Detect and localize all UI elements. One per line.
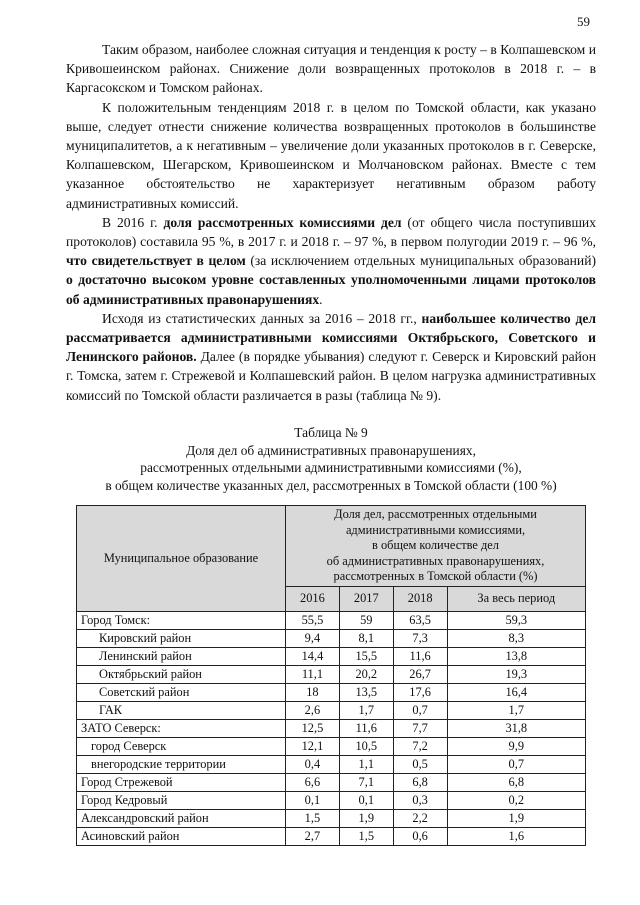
paragraph-3 — [66, 213, 596, 309]
cell-total: 0,7 — [447, 755, 585, 773]
table-row — [77, 683, 586, 701]
table-row — [77, 827, 586, 845]
header-year-2017: 2017 — [339, 586, 393, 611]
cell-2016: 12,5 — [286, 719, 340, 737]
table-row — [77, 809, 586, 827]
cell-2017: 11,6 — [339, 719, 393, 737]
cell-2017: 1,9 — [339, 809, 393, 827]
table-caption — [66, 424, 596, 494]
row-name: Кировский район — [77, 629, 286, 647]
p4-bold-1: наибольшее количество дел рассматривается административными комиссиями Октябрьского, Советского и Ленинского районов. — [66, 310, 596, 365]
row-name: ГАК — [77, 701, 286, 719]
cell-2018: 7,2 — [393, 737, 447, 755]
cell-2017: 13,5 — [339, 683, 393, 701]
cell-total: 6,8 — [447, 773, 585, 791]
paragraph-1: Таким образом, наиболее сложная ситуация и тенденция к росту – в Колпашевском и Кривошеинском районах. Снижение доли возвращенных протоколов в 2018 г. – в Каргасокском и Томском районах. — [66, 42, 596, 96]
cell-2016: 6,6 — [286, 773, 340, 791]
cell-2016: 0,1 — [286, 791, 340, 809]
header-municipality: Муниципальное образование — [77, 506, 286, 612]
cell-2016: 1,5 — [286, 809, 340, 827]
row-name: Советский район — [77, 683, 286, 701]
row-name: Город Кедровый — [77, 791, 286, 809]
row-name: внегородские территории — [77, 755, 286, 773]
header-year-2016: 2016 — [286, 586, 340, 611]
row-name: ЗАТО Северск: — [77, 719, 286, 737]
cell-2017: 7,1 — [339, 773, 393, 791]
cell-2017: 15,5 — [339, 647, 393, 665]
cell-2016: 9,4 — [286, 629, 340, 647]
cell-2018: 11,6 — [393, 647, 447, 665]
table-row — [77, 701, 586, 719]
body-text — [66, 40, 596, 405]
cell-total: 13,8 — [447, 647, 585, 665]
caption-line-2: рассмотренных отдельными административными комиссиями (%), — [140, 460, 522, 475]
header-year-2018: 2018 — [393, 586, 447, 611]
p3-bold-2: что свидетельствует в целом — [66, 253, 246, 269]
cell-2018: 7,7 — [393, 719, 447, 737]
cell-2016: 0,4 — [286, 755, 340, 773]
cell-total: 19,3 — [447, 665, 585, 683]
row-name: Ленинский район — [77, 647, 286, 665]
table-row — [77, 611, 586, 629]
p4-text-1: Исходя из статистических данных за 2016 – 2018 гг., — [102, 310, 422, 326]
header-share-line-4: об административных правонарушениях, — [326, 553, 545, 568]
cell-2017: 20,2 — [339, 665, 393, 683]
cell-2017: 1,7 — [339, 701, 393, 719]
cell-2018: 0,5 — [393, 755, 447, 773]
cell-total: 1,6 — [447, 827, 585, 845]
cell-2018: 6,8 — [393, 773, 447, 791]
data-table — [76, 505, 586, 846]
table-row — [77, 647, 586, 665]
cell-2016: 2,6 — [286, 701, 340, 719]
caption-line-1: Доля дел об административных правонарушениях, — [186, 442, 476, 458]
table-row — [77, 665, 586, 683]
cell-2016: 2,7 — [286, 827, 340, 845]
cell-2018: 0,7 — [393, 701, 447, 719]
cell-2016: 12,1 — [286, 737, 340, 755]
cell-2016: 18 — [286, 683, 340, 701]
cell-total: 1,9 — [447, 809, 585, 827]
cell-2018: 2,2 — [393, 809, 447, 827]
header-total-period: За весь период — [447, 586, 585, 611]
row-name: Октябрьский район — [77, 665, 286, 683]
cell-total: 31,8 — [447, 719, 585, 737]
cell-2017: 10,5 — [339, 737, 393, 755]
table-row — [77, 737, 586, 755]
cell-2018: 0,6 — [393, 827, 447, 845]
header-share-line-5: рассмотренных в Томской области (%) — [333, 569, 538, 584]
cell-2018: 26,7 — [393, 665, 447, 683]
cell-2018: 7,3 — [393, 629, 447, 647]
header-share-line-2: административными комиссиями, — [345, 522, 526, 537]
paragraph-4 — [66, 309, 596, 405]
cell-2017: 8,1 — [339, 629, 393, 647]
cell-2016: 14,4 — [286, 647, 340, 665]
p3-text-4: . — [319, 291, 323, 307]
row-name: Асиновский район — [77, 827, 286, 845]
p3-text-2: (от общего числа поступивших протоколов) составила 95 %, в 2017 г. и 2018 г. – 97 %, в первом полугодии 2019 г. – 96 %, — [66, 214, 597, 250]
cell-2017: 0,1 — [339, 791, 393, 809]
table-row — [77, 755, 586, 773]
paragraph-2: К положительным тенденциям 2018 г. в целом по Томской области, как указано выше, следует отнести снижение количества возвращенных протоколов в большинстве муниципалитетов, а к негативным – увеличение доли указанных протоколов в г. Северске, Колпашевском, Шегарском, Кривошеинском и Молчановском районах. Вместе с тем указанное обстоятельство не характеризует негативным образом работу административных комиссий. — [66, 99, 596, 211]
row-name: Город Томск: — [77, 611, 286, 629]
cell-2017: 1,5 — [339, 827, 393, 845]
header-share-line-3: в общем количестве дел — [372, 538, 499, 553]
p3-bold-1: доля рассмотренных комиссиями дел — [163, 214, 402, 230]
cell-2017: 59 — [339, 611, 393, 629]
cell-total: 1,7 — [447, 701, 585, 719]
table-row — [77, 773, 586, 791]
cell-2018: 63,5 — [393, 611, 447, 629]
caption-line-3: в общем количестве указанных дел, рассмотренных в Томской области (100 %) — [105, 477, 557, 493]
cell-2016: 55,5 — [286, 611, 340, 629]
p3-text-3: (за исключением отдельных муниципальных образований) — [245, 253, 597, 269]
cell-2016: 11,1 — [286, 665, 340, 683]
table-row — [77, 629, 586, 647]
cell-total: 0,2 — [447, 791, 585, 809]
p3-bold-3: о достаточно высоком уровне составленных уполномоченными лицами протоколов об административных правонарушениях — [66, 272, 596, 307]
cell-total: 59,3 — [447, 611, 585, 629]
table-label: Таблица № 9 — [294, 425, 368, 440]
p4-text-2: Далее (в порядке убывания) следуют г. Северск и Кировский район г. Томска, затем г. Стрежевой и Колпашевский район. В целом нагрузка административных комиссий по Томской области различается в разы (таблица № 9). — [66, 349, 596, 403]
header-share — [286, 506, 586, 587]
table-row — [77, 719, 586, 737]
cell-2017: 1,1 — [339, 755, 393, 773]
page-number: 59 — [577, 14, 590, 29]
row-name: Александровский район — [77, 809, 286, 827]
table-row — [77, 791, 586, 809]
header-share-line-1: Доля дел, рассмотренных отдельными — [334, 507, 537, 521]
cell-2018: 0,3 — [393, 791, 447, 809]
cell-2018: 17,6 — [393, 683, 447, 701]
cell-total: 16,4 — [447, 683, 585, 701]
p3-text-1: В 2016 г. — [102, 214, 164, 230]
row-name: Город Стрежевой — [77, 773, 286, 791]
row-name: город Северск — [77, 737, 286, 755]
cell-total: 8,3 — [447, 629, 585, 647]
cell-total: 9,9 — [447, 737, 585, 755]
